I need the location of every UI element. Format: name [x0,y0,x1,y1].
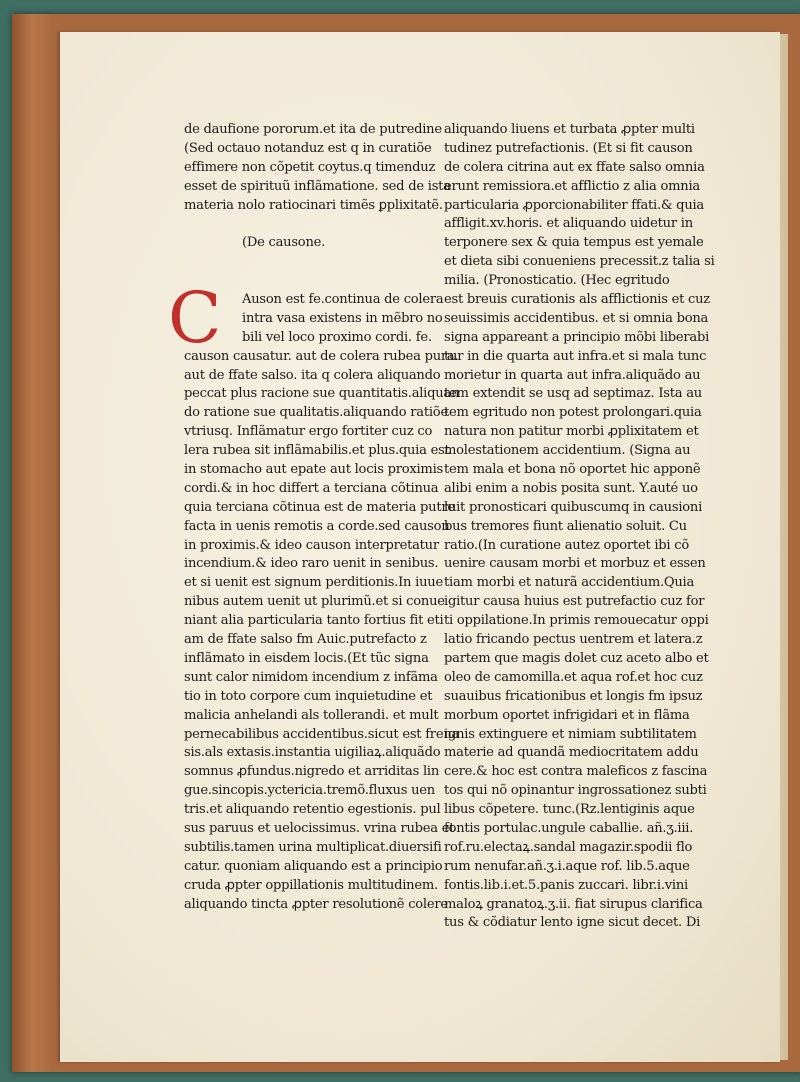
text-line: alibi enim a nobis posita sunt. Y.auté uo [444,480,698,496]
text-line: rum nenufar.añ.ʒ.i.aque rof. lib.5.aque [444,858,690,874]
text-line: fontis portulac.ungule caballie. añ.ʒ.iii. [444,820,694,836]
blank-line [184,253,414,272]
text-line: et dieta sibi conueniens precessit.z talia si [444,254,715,270]
text-line: effimere non cõpetit coytus.q timenduz [184,159,436,175]
text-line: uenire causam morbi et morbuz et essen [444,556,706,572]
text-line: de daufione pororum.et ita de putredine [184,122,442,137]
text-line: tos qui nõ opinantur ingrossationez subti [444,783,707,799]
text-line: peccat plus racione sue quantitatis.aliquan [184,386,460,402]
text-line: tem extendit se usq ad septimaz. Ista au [444,386,702,402]
text-line: sis.als extasis.instantia uigiliaꝝ.aliquãdo [184,745,441,761]
left-text-column [184,121,460,914]
text-line: oleo de camomilla.et aqua rof.et hoc cuz [444,669,703,685]
text-line: libus cõpetere. tunc.(Rz.lentiginis aque [444,802,695,818]
text-line: gue.sincopis.yctericia.tremõ.fluxus uen [184,783,435,799]
text-line: seuissimis accidentibus. et si omnia bona [444,310,709,326]
text-line: facta in uenis remotis a corde.sed causon [184,518,450,534]
text-line: tris.et aliquando retentio egestionis. pul [184,802,441,818]
text-line: ignis extinguere et nimiam subtilitatem [444,726,697,742]
text-line: subtilis.tamen urina multiplicat.diuersifi [184,839,442,855]
text-line: niant alia particularia tanto fortius fit eti [184,613,444,629]
text-line: affligit.xv.horis. et aliquando uidetur in [444,216,693,232]
text-line: erunt remissiora.et afflictio z alia omnia [444,178,700,194]
text-line: molestationem accidentium. (Signa au [444,443,691,459]
text-line: ratio.(In curatione autez oportet ibi cõ [444,537,690,553]
text-line: tem egritudo non potest prolongari.quia [444,405,702,421]
text-line: particularia ꝓporcionabiliter ffati.& quia [444,197,704,213]
text-line: quia terciana cõtinua est de materia putre [184,499,455,515]
text-line: suauibus fricationibus et longis fm ipsuz [444,688,703,704]
text-line: malicia anhelandi als tollerandi. et mult [184,707,439,723]
text-line: aut de ffate salso. ita q colera aliquando [184,367,441,383]
text-line: in stomacho aut epate aut locis proximis [184,462,444,478]
text-line: am de ffate salso fm Auic.putrefacto z [184,632,427,648]
text-line: de colera citrina aut ex ffate salso omnia [444,159,705,175]
text-line: cere.& hoc est contra maleficos z fascina [444,764,708,780]
text-line: morietur in quarta aut infra.aliquãdo au [444,367,701,383]
text-line: intra vasa existens in mẽbro no [242,310,443,326]
text-line: cruda ꝓpter oppillationis multitudinem. [184,877,438,893]
text-line: morbum oportet infrigidari et in flãma [444,707,690,723]
text-line: (Sed octauo notanduz est q in curatiõe [184,140,432,156]
text-line: natura non patitur morbi ꝓplixitatem et [444,424,699,440]
text-line: bus tremores fiunt alienatio soluit. Cu [444,518,687,534]
text-line: tudinez putrefactionis. (Et si fit causon [444,140,693,156]
text-line: latio fricando pectus uentrem et latera.z [444,632,703,648]
text-line: sus paruus et uelocissimus. vrina rubea et [184,820,455,836]
text-line: cordi.& in hoc differt a terciana cõtinua [184,480,439,496]
text-line: aliquando liuens et turbata ꝓpter multi [444,122,695,137]
text-line: do ratione sue qualitatis.aliquando ratiõe [184,405,448,421]
text-line: milia. (Pronosticatio. (Hec egritudo [444,273,670,289]
text-line: maloꝝ granatoꝝ.ʒ.ii. fiat sirupus clarifica [444,896,703,912]
text-line: somnus ꝓfundus.nigredo et arriditas lin [184,764,440,780]
text-line: inflãmato in eisdem locis.(Et tũc signa [184,650,429,666]
text-line: fontis.lib.i.et.5.panis zuccari. libr.i.vini [444,877,688,893]
text-line: tiam morbi et naturã accidentium.Quia [444,575,695,591]
text-line: tur in die quarta aut infra.et si mala tunc [444,348,707,364]
text-line: esset de spirituũ inflãmatione. sed de ista [184,178,451,194]
text-line: causon causatur. aut de colera rubea pura. [184,348,459,364]
red-initial-letter: C [168,277,222,359]
text-line: in proximis.& ideo causon interpretatur [184,537,439,553]
text-line: sunt calor nimidom incendium z infãma [184,669,438,685]
text-line: terponere sex & quia tempus est yemale [444,235,704,251]
text-line: vtriusq. Inflãmatur ergo fortiter cuz co [184,424,433,440]
text-line: rof.ru.electaꝝ.sandal magazir.spodii flo [444,839,693,855]
text-line: tio in toto corpore cum inquietudine et [184,688,433,704]
text-line: partem que magis dolet cuz aceto albo et [444,650,709,666]
text-line: nibus autem uenit ut plurimũ.et si conue [184,594,445,610]
text-line: signa appareant a principio mõbi liberabi [444,329,710,345]
text-line: pernecabilibus accidentibus.sicut est frena [184,726,460,742]
section-heading: (De causone. [242,235,326,251]
text-line: tus & cõdiatur lento igne sicut decet. Di [444,915,701,931]
text-line: ti oppilatione.In primis remouecatur oppi [444,613,709,629]
text-line: aliquando tincta ꝓpter resolutionẽ colere [184,896,448,912]
text-line: tem mala et bona nõ oportet hic apponẽ [444,462,701,478]
text-line: est breuis curationis als afflictionis et cuz [444,292,710,308]
text-line: luit pronosticari quibuscumq in causioni [444,499,703,515]
text-line: catur. quoniam aliquando est a principio [184,858,443,874]
right-text-column [444,121,715,933]
text-line: igitur causa huius est putrefactio cuz for [444,594,705,610]
text-line: incendium.& ideo raro uenit in senibus. [184,556,439,572]
text-line: bili vel loco proximo cordi. fe. [242,329,432,345]
text-line: materia nolo ratiocinari timẽs ꝑplixitatẽ. [184,197,443,213]
text-line: lera rubea sit inflãmabilis.et plus.quia est [184,443,450,459]
text-line: materie ad quandã mediocritatem addu [444,745,699,761]
text-line: et si uenit est signum perditionis.In iuue [184,575,443,591]
blank-line [184,215,414,234]
text-line: Auson est fe.continua de colera [242,292,444,308]
